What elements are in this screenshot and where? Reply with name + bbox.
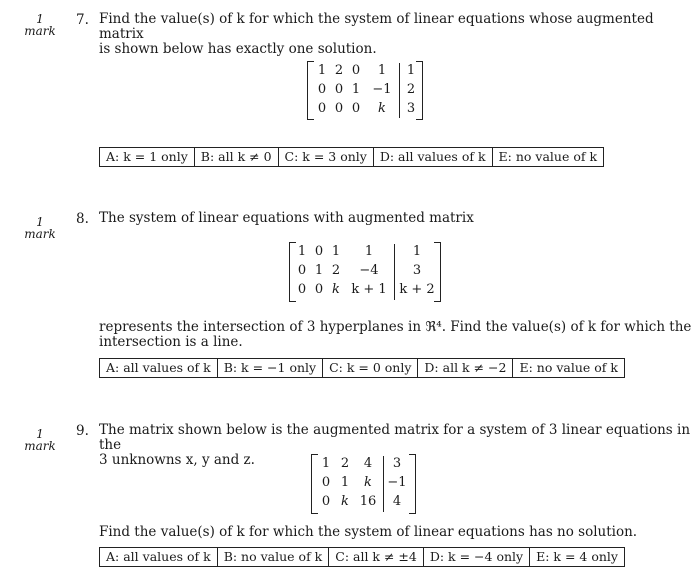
q9-after-text: [99, 525, 637, 540]
q9-choice-a[interactable]: A: all values of k: [100, 548, 218, 566]
q8-m-r1c1: 1: [297, 244, 307, 259]
q8-matrix-divider: [394, 244, 395, 300]
q9-mark-label: mark: [24, 439, 56, 453]
q8-m-r1c4: 1: [364, 244, 374, 259]
q9-number: 9.: [76, 423, 89, 439]
q7-m-r2c4: −1: [372, 82, 392, 97]
q7-m-r2c5: 2: [406, 82, 416, 97]
q8-m-r2c1: 0: [297, 263, 307, 278]
q7-mark-label: mark: [24, 24, 56, 38]
q9-choice-d[interactable]: D: k = −4 only: [424, 548, 530, 566]
q7-choice-a[interactable]: A: k = 1 only: [100, 148, 195, 166]
q8-choice-b[interactable]: B: k = −1 only: [218, 359, 323, 377]
q9-after-line1: Find the value(s) of k for which the system of linear equations has no solution.: [99, 524, 638, 540]
q8-m-r3c3: k: [332, 282, 340, 297]
q9-m-r2c4: −1: [387, 475, 407, 490]
q7-mark: [20, 13, 60, 37]
q8-m-r3c5: k + 2: [399, 282, 435, 297]
q7-choice-b[interactable]: B: all k ≠ 0: [195, 148, 279, 166]
q9-text-line1: The matrix shown below is the augmented matrix for a system of 3 linear equations in the: [99, 422, 691, 453]
q9-m-r2c1: 0: [321, 475, 331, 490]
q7-m-r3c1: 0: [317, 101, 327, 116]
q9-m-r1c3: 4: [363, 456, 373, 471]
q8-choice-c[interactable]: C: k = 0 only: [323, 359, 418, 377]
q8-choices: [99, 358, 625, 378]
q8-text: [99, 211, 474, 226]
q7-choice-d[interactable]: D: all values of k: [374, 148, 493, 166]
q7-m-r3c3: 0: [351, 101, 361, 116]
q9-text-line2: 3 unknowns x, y and z.: [99, 452, 255, 468]
q7-m-r3c2: 0: [334, 101, 344, 116]
q8-mark-number: 1: [36, 215, 44, 229]
q7-m-r2c1: 0: [317, 82, 327, 97]
q9-m-r3c1: 0: [321, 494, 331, 509]
q8-after-line2: intersection is a line.: [99, 334, 243, 350]
q7-mark-number: 1: [36, 12, 44, 26]
q8-m-r2c3: 2: [331, 263, 341, 278]
q9-choice-b[interactable]: B: no value of k: [218, 548, 330, 566]
q7-m-r1c1: 1: [317, 63, 327, 78]
q8-mark: [20, 216, 60, 240]
q9-m-r2c2: 1: [340, 475, 350, 490]
q7-choices: [99, 147, 604, 167]
q7-m-r2c3: 1: [351, 82, 361, 97]
q9-choice-c[interactable]: C: all k ≠ ±4: [329, 548, 424, 566]
q9-choice-e[interactable]: E: k = 4 only: [536, 549, 618, 564]
q9-m-r3c2: k: [341, 494, 349, 509]
q7-m-r3c5: 3: [406, 101, 416, 116]
q7-text-line1: Find the value(s) of k for which the system of linear equations whose augmented matrix: [99, 11, 654, 42]
q9-m-r1c4: 3: [392, 456, 402, 471]
q9-mark-number: 1: [36, 427, 44, 441]
q9-m-r2c3: k: [364, 475, 372, 490]
q8-after-text: [99, 320, 691, 350]
q8-m-r1c5: 1: [412, 244, 422, 259]
q8-number: 8.: [76, 211, 89, 227]
q9-matrix: [311, 454, 416, 514]
q9-choices: [99, 547, 625, 567]
q8-m-r1c3: 1: [331, 244, 341, 259]
q7-m-r1c4: 1: [377, 63, 387, 78]
q8-m-r2c5: 3: [412, 263, 422, 278]
q7-number: 7.: [76, 12, 89, 28]
q8-m-r2c2: 1: [314, 263, 324, 278]
q7-m-r1c5: 1: [406, 63, 416, 78]
q8-m-r3c2: 0: [314, 282, 324, 297]
q8-choice-d[interactable]: D: all k ≠ −2: [418, 359, 513, 377]
q7-text-line2: is shown below has exactly one solution.: [99, 41, 377, 57]
q9-m-r1c2: 2: [340, 456, 350, 471]
q7-choice-e[interactable]: E: no value of k: [498, 149, 598, 164]
q7-m-r3c4: k: [378, 101, 386, 116]
q9-m-r3c4: 4: [392, 494, 402, 509]
q8-choice-e[interactable]: E: no value of k: [519, 360, 618, 375]
q8-matrix: [289, 242, 441, 302]
q7-text: [99, 12, 700, 57]
q7-choice-c[interactable]: C: k = 3 only: [279, 148, 374, 166]
q7-m-r1c3: 0: [351, 63, 361, 78]
q8-m-r3c1: 0: [297, 282, 307, 297]
q8-m-r3c4: k + 1: [351, 282, 387, 297]
q7-matrix: [307, 61, 423, 120]
q7-m-r1c2: 2: [334, 63, 344, 78]
q9-mark: [20, 428, 60, 452]
q8-choice-a[interactable]: A: all values of k: [100, 359, 218, 377]
q9-m-r3c3: 16: [359, 494, 377, 509]
q8-mark-label: mark: [24, 227, 56, 241]
q8-m-r2c4: −4: [359, 263, 379, 278]
q8-m-r1c2: 0: [314, 244, 324, 259]
q7-m-r2c2: 0: [334, 82, 344, 97]
q9-m-r1c1: 1: [321, 456, 331, 471]
q8-after-line1: represents the intersection of 3 hyperplanes in ℜ⁴. Find the value(s) of k for which the: [99, 319, 692, 335]
q8-text-line1: The system of linear equations with augmented matrix: [99, 210, 474, 226]
